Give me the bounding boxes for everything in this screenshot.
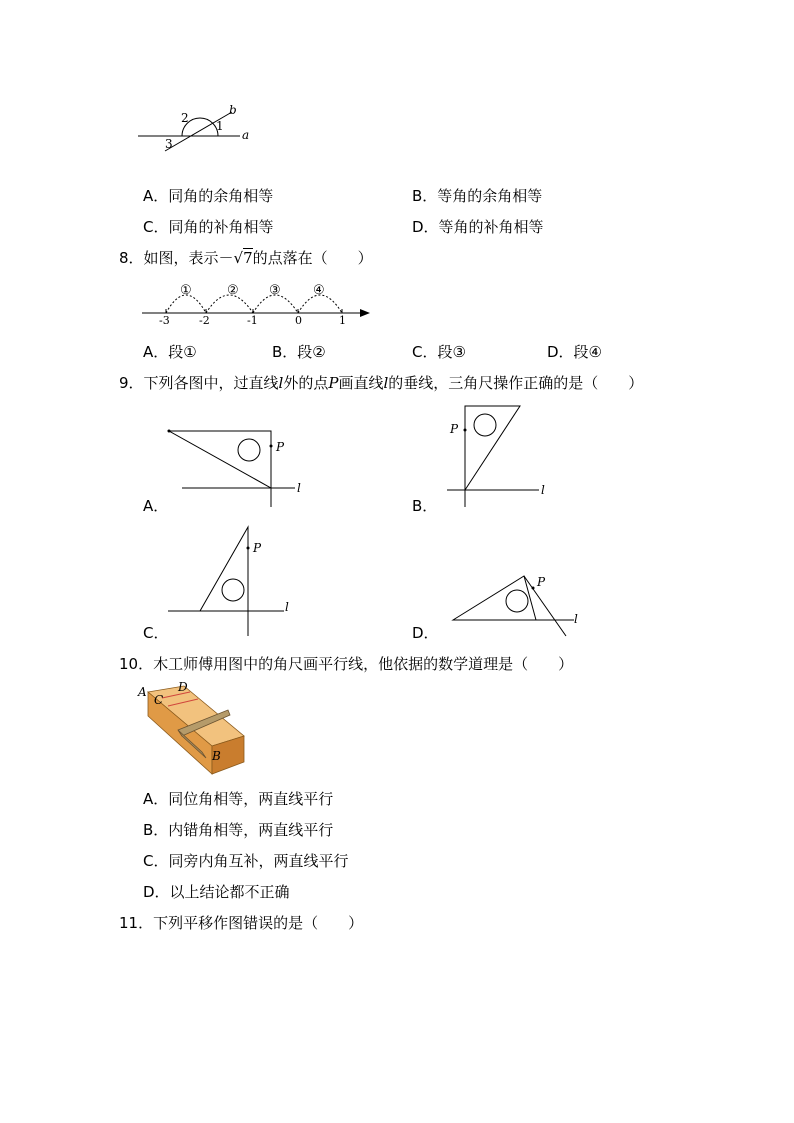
q9-figure-b	[444, 400, 554, 510]
q9-diagram-a	[160, 422, 310, 517]
q10-label-d: D	[178, 680, 188, 694]
q9-diagram-d	[440, 568, 590, 640]
q9-b-label-l: l	[541, 483, 545, 497]
q7-figure	[130, 100, 260, 155]
q8-option-d[interactable]: D．段④	[547, 343, 602, 361]
q7-angle-diagram	[130, 100, 260, 155]
q8-option-a[interactable]: A．段①	[143, 343, 197, 361]
q9-figure-c	[160, 524, 310, 639]
q9-option-b[interactable]: B．	[412, 497, 438, 515]
q8-option-b[interactable]: B．段②	[272, 343, 326, 361]
q9-c-label-p: P	[253, 541, 262, 555]
q9-option-c[interactable]: C．	[143, 624, 169, 642]
q9-stem-part-c: 画直线	[338, 374, 384, 392]
q8-tick-0: 0	[295, 314, 302, 327]
q9-stem-p: P	[328, 374, 339, 392]
q10-option-c[interactable]: C．同旁内角互补，两直线平行	[143, 852, 349, 870]
q8-number-line-figure	[140, 282, 375, 330]
q7-label-2: 2	[181, 111, 189, 125]
q10-option-a[interactable]: A．同位角相等，两直线平行	[143, 790, 334, 808]
q9-stem-part-b: 外的点	[283, 374, 329, 392]
q8-segment-4: ④	[313, 283, 325, 298]
q9-stem-part-d: 的垂线，三角尺操作正确的是（ ）	[388, 374, 644, 392]
q7-option-d[interactable]: D．等角的补角相等	[412, 218, 544, 236]
q8-tick-neg3: -3	[159, 314, 170, 327]
q9-stem	[119, 373, 643, 393]
q8-stem	[119, 248, 373, 268]
q10-figure	[134, 680, 254, 775]
q8-segment-2: ②	[227, 283, 239, 298]
q10-label-a: A	[138, 685, 147, 699]
q9-figure-a	[160, 422, 310, 517]
q10-stem: 10．木工师傅用图中的角尺画平行线，他依据的数学道理是（ ）	[119, 655, 574, 673]
q7-option-b[interactable]: B．等角的余角相等	[412, 187, 543, 205]
q9-c-label-l: l	[285, 600, 289, 614]
sqrt-sign-icon: √	[233, 249, 244, 267]
q9-diagram-b	[444, 400, 554, 510]
q8-option-c[interactable]: C．段③	[412, 343, 466, 361]
q9-option-d[interactable]: D．	[412, 624, 439, 642]
q11-stem: 11．下列平移作图错误的是（ ）	[119, 914, 364, 932]
q7-label-b: b	[229, 103, 237, 117]
q7-option-a[interactable]: A．同角的余角相等	[143, 187, 274, 205]
q8-stem-prefix: 8．如图，表示－	[119, 249, 234, 267]
q9-a-label-p: P	[276, 440, 285, 454]
q8-segment-1: ①	[180, 283, 192, 298]
q8-segment-3: ③	[269, 283, 281, 298]
q7-label-a: a	[242, 128, 250, 142]
q9-option-a[interactable]: A．	[143, 497, 169, 515]
q7-label-1: 1	[216, 119, 224, 133]
q9-d-label-l: l	[574, 612, 578, 626]
q8-tick-neg1: -1	[247, 314, 258, 327]
q8-tick-neg2: -2	[199, 314, 210, 327]
q9-diagram-c	[160, 524, 310, 639]
q10-option-d[interactable]: D．以上结论都不正确	[143, 883, 290, 901]
q8-stem-sqrt: 7	[243, 249, 253, 267]
q9-figure-d	[440, 568, 590, 640]
q9-stem-l2: l	[383, 374, 389, 392]
q9-stem-l1: l	[278, 374, 284, 392]
q10-label-c: C	[154, 693, 164, 707]
q8-stem-suffix: 的点落在（ ）	[252, 249, 373, 267]
q9-b-label-p: P	[450, 422, 459, 436]
q9-a-label-l: l	[297, 481, 301, 495]
q9-d-label-p: P	[537, 575, 546, 589]
q7-label-3: 3	[165, 137, 173, 151]
q8-tick-1: 1	[339, 314, 346, 327]
q9-stem-part-a: 9．下列各图中，过直线	[119, 374, 279, 392]
q7-option-c[interactable]: C．同角的补角相等	[143, 218, 274, 236]
q10-wood-block-illustration	[134, 680, 254, 775]
q10-option-b[interactable]: B．内错角相等，两直线平行	[143, 821, 334, 839]
q10-label-b: B	[212, 749, 221, 763]
